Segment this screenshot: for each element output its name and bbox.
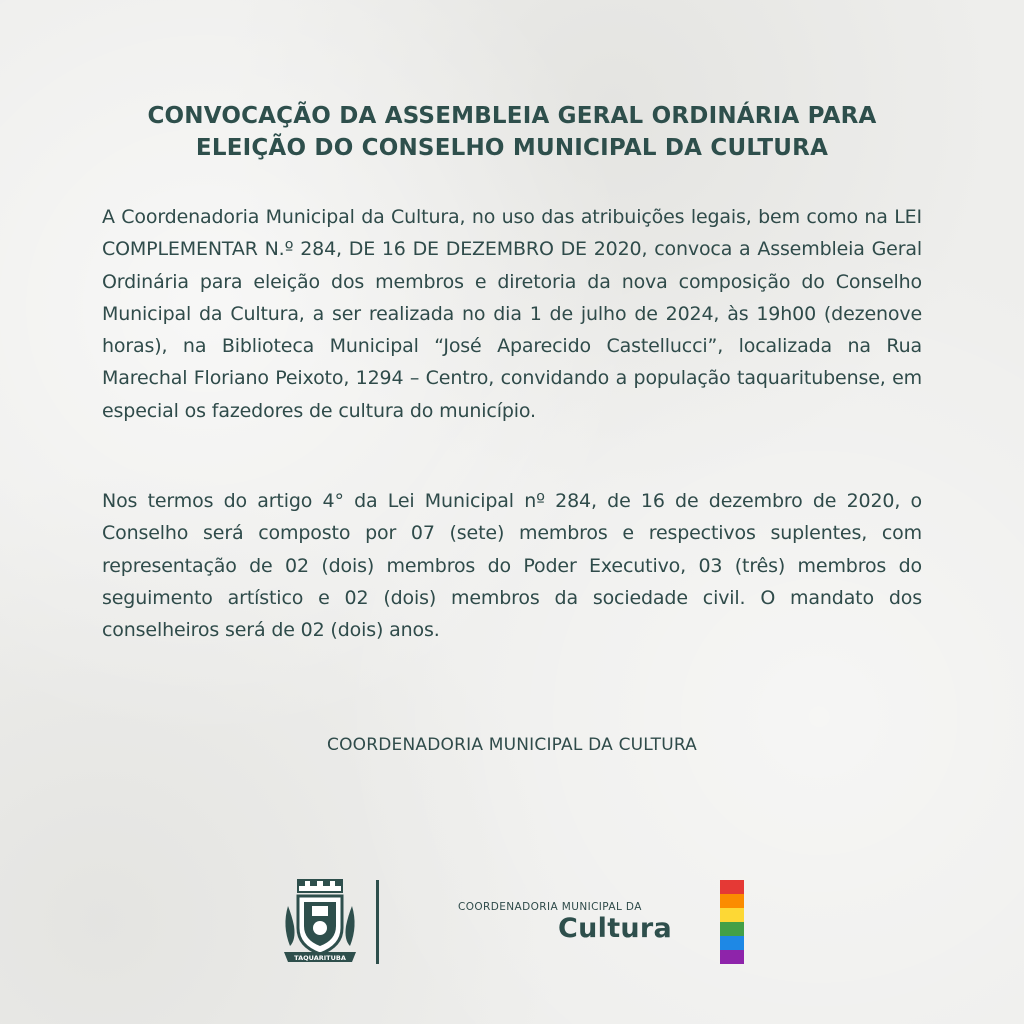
footer-divider bbox=[376, 880, 379, 964]
announcement-title bbox=[80, 100, 944, 164]
stripe-green bbox=[720, 922, 744, 936]
stripe-red bbox=[720, 880, 744, 894]
cultura-brand-word: Cultura bbox=[558, 913, 673, 944]
signature: COORDENADORIA MUNICIPAL DA CULTURA bbox=[327, 735, 697, 755]
body-paragraph-2: Nos termos do artigo 4° da Lei Municipal nº 284, de 16 de dezembro de 2020, o Conselho será composto por 07 (sete) membros e respectivos suplentes, com representação de 02 (dois) membros do Poder Executivo, 03 (três) membros do seguimento artístico e 02 (dois) membros da sociedade civil. O mandato dos conselheiros será de 02 (dois) anos. bbox=[102, 490, 922, 642]
title-line-1: CONVOCAÇÃO DA ASSEMBLEIA GERAL ORDINÁRIA PARA bbox=[147, 103, 877, 129]
stripe-orange bbox=[720, 894, 744, 908]
rainbow-stripes-icon bbox=[720, 880, 744, 964]
stripe-yellow bbox=[720, 908, 744, 922]
stripe-blue bbox=[720, 936, 744, 950]
crest-ribbon-text: TAQUARITUBA bbox=[294, 954, 346, 962]
municipal-coat-of-arms-icon bbox=[280, 876, 360, 966]
title-line-2: ELEIÇÃO DO CONSELHO MUNICIPAL DA CULTURA bbox=[195, 135, 829, 161]
coordenadoria-label: COORDENADORIA MUNICIPAL DA bbox=[458, 901, 642, 913]
body-paragraph-1: A Coordenadoria Municipal da Cultura, no uso das atribuições legais, bem como na LEI COMPLEMENTAR N.º 284, DE 16 DE DEZEMBRO DE 2020, convoca a Assembleia Geral Ordinária para eleição dos membros e diretoria da nova composição do Conselho Municipal da Cultura, a ser realizada no dia 1 de julho de 2024, às 19h00 (dezenove horas), na Biblioteca Municipal “José Aparecido Castellucci”, localizada na Rua Marechal Floriano Peixoto, 1294 – Centro, convidando a população taquaritubense, em especial os fazedores de cultura do município. bbox=[102, 206, 922, 422]
stripe-purple bbox=[720, 950, 744, 964]
